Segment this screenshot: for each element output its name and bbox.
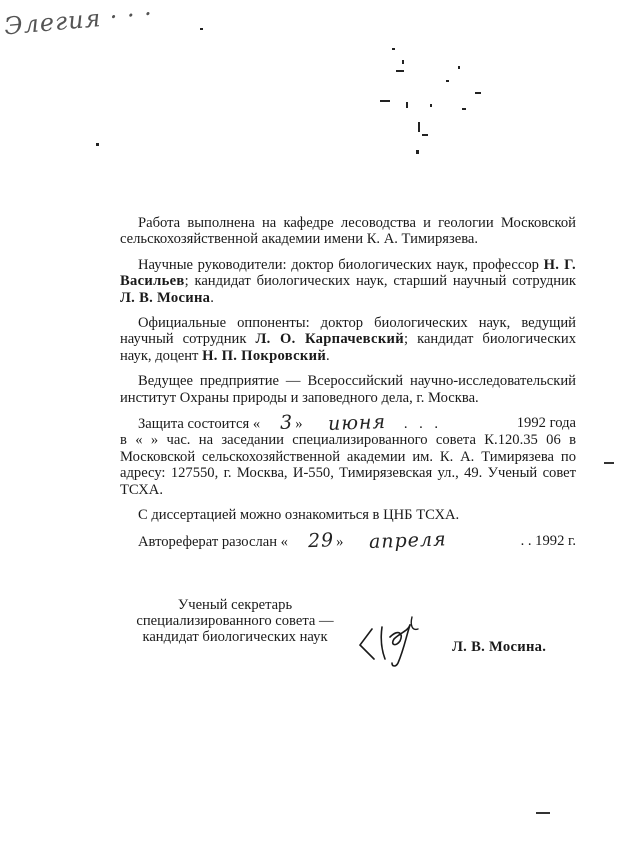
- mailing-close: »: [336, 533, 348, 550]
- defense-dots: . . .: [403, 416, 443, 433]
- handwritten-signature: [352, 607, 442, 677]
- advisor-name-1: Н. Г. Васильев: [120, 256, 576, 290]
- paragraph-defense: [120, 410, 576, 498]
- secretary-block: [120, 597, 580, 677]
- scan-mark: [536, 812, 550, 814]
- margin-mark: [604, 462, 614, 464]
- defense-month-handwritten: июня: [327, 410, 387, 435]
- secretary-line-1: Ученый секретарь: [177, 597, 293, 613]
- defense-day-handwritten: 3: [279, 411, 294, 434]
- defense-close: »: [295, 416, 307, 433]
- paragraph-opponents: [120, 315, 576, 364]
- scan-speckles: [0, 0, 638, 180]
- mailing-tail: . . 1992 г.: [520, 532, 576, 549]
- opponent-name-1: Л. О. Карпачевский: [255, 331, 404, 348]
- advisor-name-2: Л. В. Мосина: [120, 289, 211, 306]
- advisors-lead: Научные руководители: доктор биологических наук, профессор: [138, 256, 544, 273]
- advisors-mid: ; кандидат биологических наук, старший научный сотрудник: [184, 273, 576, 290]
- secretary-line-3: кандидат биологических наук: [142, 629, 328, 645]
- mailing-day-handwritten: 29: [307, 528, 335, 552]
- mailing-lead: Автореферат разослан «: [138, 533, 288, 550]
- opponents-mid: ; кандидат биологических наук, доцент: [120, 331, 576, 364]
- opponents-tail: .: [326, 347, 330, 364]
- paragraph-library: С диссертацией можно ознакомиться в ЦНБ ТСХА.: [138, 507, 460, 524]
- opponent-name-2: Н. П. Покровский: [202, 347, 327, 364]
- paragraph-advisors: [120, 257, 576, 306]
- document-body: [120, 215, 576, 559]
- handwritten-archive-mark: Элегия · · ·: [3, 0, 155, 41]
- advisors-tail: .: [210, 289, 214, 306]
- defense-lead: Защита состоится «: [138, 416, 261, 433]
- defense-year: 1992 года: [516, 415, 576, 432]
- paragraph-organization: Ведущее предприятие — Всероссийский научно-исследовательский институт Охраны природы и заповедного дела, г. Москва.: [120, 373, 576, 406]
- mailing-month-handwritten: апреля: [368, 527, 448, 553]
- paragraph-work: Работа выполнена на кафедре лесоводства и геологии Московской сельскохозяйственной академии имени К. А. Тимирязева.: [120, 215, 576, 248]
- paragraph-mailing: [120, 527, 576, 553]
- secretary-name: Л. В. Мосина.: [452, 639, 547, 655]
- opponents-lead: Официальные оппоненты: доктор биологических наук, ведущий научный сотрудник: [120, 315, 576, 348]
- secretary-line-2: специализированного совета —: [136, 613, 334, 629]
- defense-details: в « » час. на заседании специализированного совета К.120.35 06 в Московской сельскохозяйственной академии им. К. А. Тимирязева по адресу: 127550, г. Москва, И-550, Тимирязевская ул., 49. Ученый совет ТСХА.: [120, 432, 576, 498]
- secretary-title: [120, 597, 350, 645]
